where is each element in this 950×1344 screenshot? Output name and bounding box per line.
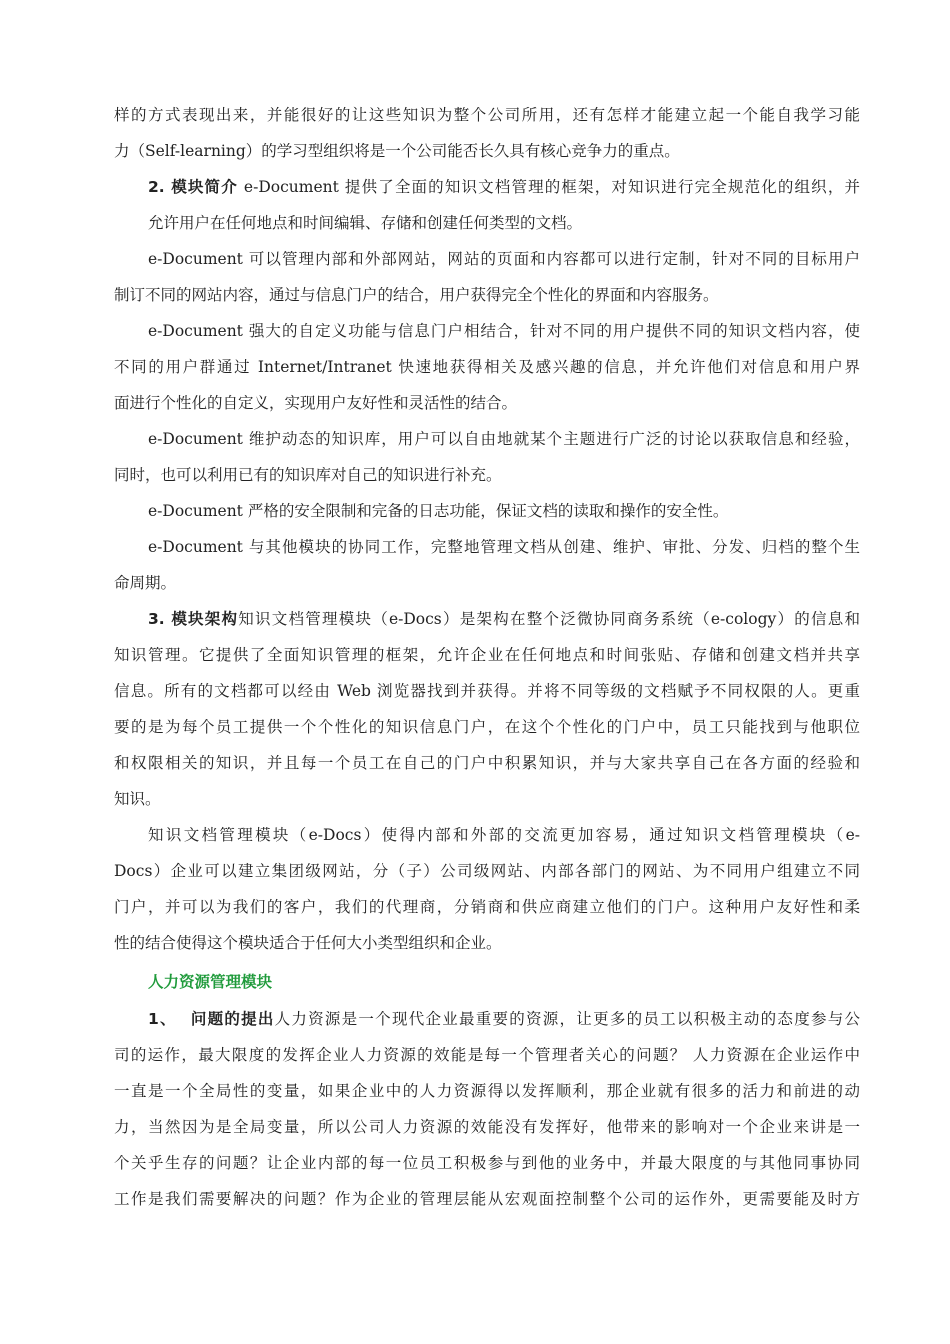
paragraph-line: 允许用户在任何地点和时间编辑、存储和创建任何类型的文档。 (148, 214, 583, 232)
paragraph-line: e-Document 严格的安全限制和完备的日志功能，保证文档的读取和操作的安全性。 (148, 502, 729, 520)
paragraph-line: 力（Self-learning）的学习型组织将是一个公司能否长久具有核心竞争力的重点。 (114, 142, 680, 160)
paragraph-line: e-Document 维护动态的知识库，用户可以自由地就某个主题进行广泛的讨论以获取信息和经验， (148, 430, 860, 448)
section-2-line (148, 177, 860, 197)
paragraph-line: Docs）企业可以建立集团级网站，分（子）公司级网站、内部各部门的网站、为不同用户组建立不同 (114, 862, 860, 880)
section-heading: 模块架构 (171, 610, 239, 628)
paragraph-line: 要的是为每个员工提供一个个性化的知识信息门户，在这个个性化的门户中，员工只能找到与他职位 (114, 718, 860, 736)
paragraph-line: 一直是一个全局性的变量，如果企业中的人力资源得以发挥顺利，那企业就有很多的活力和前进的动 (114, 1082, 860, 1100)
section-title-hr: 人力资源管理模块 (148, 973, 273, 991)
paragraph-line: 性的结合使得这个模块适合于任何大小类型组织和企业。 (114, 934, 502, 952)
paragraph-line: 力，当然因为是全局变量，所以公司人力资源的效能没有发挥好，他带来的影响对一个企业来讲是一 (114, 1118, 860, 1136)
paragraph-text: 知识文档管理模块（e-Docs）是架构在整个泛微协同商务系统（e-cology）的信息和 (238, 610, 860, 628)
section-heading: 模块简介 (171, 178, 238, 196)
paragraph-line: 工作是我们需要解决的问题？作为企业的管理层能从宏观面控制整个公司的运作外，更需要能及时方 (114, 1190, 860, 1208)
section-heading: 问题的提出 (190, 1010, 275, 1028)
section-number: 1、 (148, 1010, 177, 1028)
paragraph-line: 和权限相关的知识，并且每一个员工在自己的门户中积累知识，并与大家共享自己在各方面的经验和 (114, 754, 860, 772)
paragraph-line: 知识管理。它提供了全面知识管理的框架，允许企业在任何地点和时间张贴、存储和创建文档并共享 (114, 646, 860, 664)
paragraph-line: e-Document 与其他模块的协同工作，完整地管理文档从创建、维护、审批、分发、归档的整个生 (148, 538, 860, 556)
section-number: 2. (148, 178, 172, 196)
section-3-line (148, 609, 860, 629)
paragraph-line: 样的方式表现出来，并能很好的让这些知识为整个公司所用，还有怎样才能建立起一个能自我学习能 (114, 106, 860, 124)
paragraph-line: 个关乎生存的问题？让企业内部的每一位员工积极参与到他的业务中，并最大限度的与其他同事协同 (114, 1154, 860, 1172)
paragraph-text: 人力资源是一个现代企业最重要的资源，让更多的员工以积极主动的态度参与公 (274, 1010, 860, 1028)
paragraph-text: e-Document 提供了全面的知识文档管理的框架，对知识进行完全规范化的组织，并 (237, 178, 860, 196)
paragraph-line: 命周期。 (114, 574, 177, 592)
paragraph-line: e-Document 可以管理内部和外部网站，网站的页面和内容都可以进行定制，针对不同的目标用户 (148, 250, 860, 268)
paragraph-line: 制订不同的网站内容，通过与信息门户的结合，用户获得完全个性化的界面和内容服务。 (114, 286, 719, 304)
section-1-line (148, 1009, 860, 1029)
paragraph-line: 知识文档管理模块（e-Docs）使得内部和外部的交流更加容易，通过知识文档管理模块（e- (148, 826, 860, 844)
paragraph-line: 面进行个性化的自定义，实现用户友好性和灵活性的结合。 (114, 394, 518, 412)
paragraph-line: 同时，也可以利用已有的知识库对自己的知识进行补充。 (114, 466, 502, 484)
paragraph-line: e-Document 强大的自定义功能与信息门户相结合，针对不同的用户提供不同的知识文档内容，使 (148, 322, 860, 340)
paragraph-line: 不同的用户群通过 Internet/Intranet 快速地获得相关及感兴趣的信息，并允许他们对信息和用户界 (114, 358, 860, 376)
paragraph-line: 信息。所有的文档都可以经由 Web 浏览器找到并获得。并将不同等级的文档赋予不同权限的人。更重 (114, 682, 860, 700)
paragraph-line: 门户，并可以为我们的客户，我们的代理商，分销商和供应商建立他们的门户。这种用户友好性和柔 (114, 898, 860, 916)
paragraph-line: 司的运作，最大限度的发挥企业人力资源的效能是每一个管理者关心的问题？ 人力资源在企业运作中 (114, 1046, 860, 1064)
section-number: 3. (148, 610, 172, 628)
paragraph-line: 知识。 (114, 790, 161, 808)
